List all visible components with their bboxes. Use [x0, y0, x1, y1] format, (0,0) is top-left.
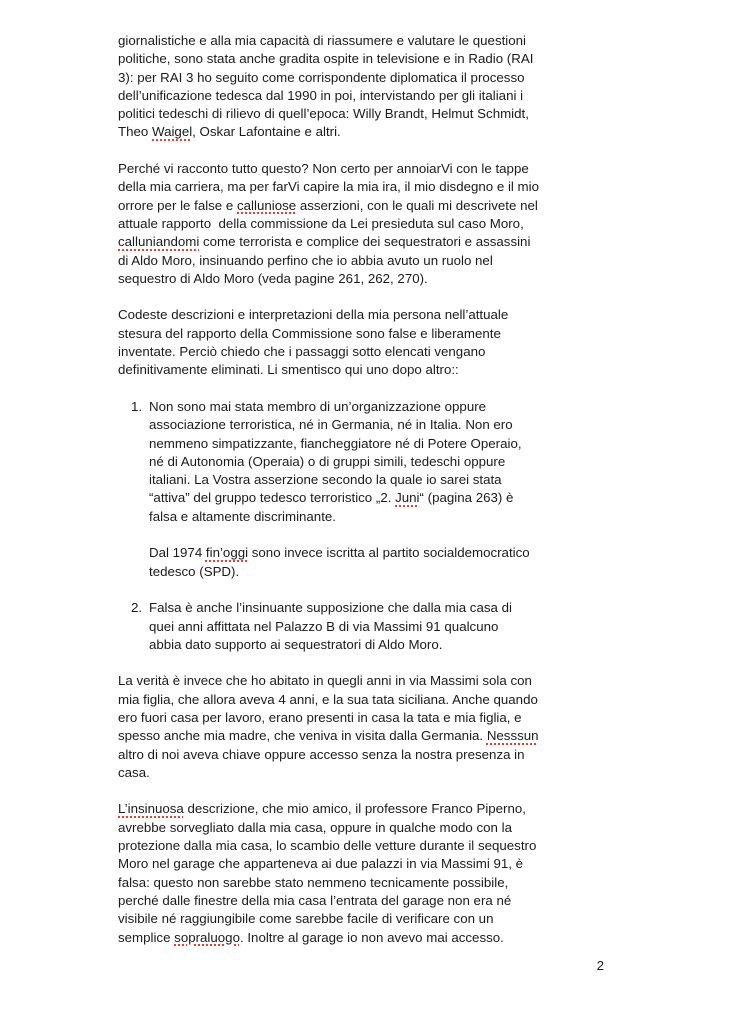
page-number: 2 [596, 958, 604, 973]
text-line [118, 837, 618, 855]
paragraph [118, 672, 618, 782]
misspelled-word: Nesssun [486, 728, 539, 744]
text-segment: Moro nel garage che apparteneva ai due palazzi in via Massimi 91, è [118, 856, 524, 872]
text-line [118, 855, 618, 873]
text-line [118, 672, 618, 690]
misspelled-word: Juni [395, 490, 420, 506]
text-line [118, 50, 618, 68]
text-line [118, 270, 618, 288]
text-line [118, 87, 618, 105]
text-segment: mia figlia, che allora aveva 4 anni, e la sua tata siciliana. Anche quando [118, 691, 538, 707]
misspelled-word: calluniandomi [118, 234, 200, 250]
text-segment: Dal 1974 [149, 545, 206, 561]
text-line [118, 233, 618, 251]
text-segment: 3): per RAI 3 ho seguito come corrispondente diplomatica il processo [118, 69, 525, 85]
text-segment: giornalistiche e alla mia capacità di riassumere e valutare le questioni [118, 33, 526, 48]
text-segment: protezione dalla mia casa, lo scambio delle vetture durante il sequestro [118, 838, 537, 854]
text-line [118, 178, 618, 196]
text-line [149, 435, 522, 453]
text-segment: . Inoltre al garage io non avevo mai accesso. [239, 929, 504, 945]
text-line [149, 416, 522, 434]
text-segment: Theo [118, 124, 153, 140]
text-line [149, 618, 512, 636]
text-segment: né di Autonomia (Operaia) o di gruppi simili, tedeschi oppure [149, 453, 506, 469]
text-segment: perché dalle finestre della mia casa l’entrata del garage non era né [118, 892, 512, 908]
text-line [118, 709, 618, 727]
text-segment: “ (pagina 263) è [419, 490, 514, 506]
text-segment: stesura del rapporto della Commissione sono false e liberamente [118, 325, 501, 341]
text-segment: orrore per le false e [118, 197, 237, 213]
text-line [149, 563, 618, 581]
text-line [118, 874, 618, 892]
text-segment: attuale rapporto della commissione da Lei presieduta sul caso Moro, [118, 215, 524, 231]
text-line [118, 929, 618, 947]
text-line [149, 508, 522, 526]
text-line [118, 727, 618, 745]
text-segment: spesso anche mia madre, che veniva in visita dalla Germania. [118, 728, 487, 744]
text-line [149, 471, 522, 489]
text-segment: Perché vi racconto tutto questo? Non certo per annoiarVi con le tappe [118, 161, 529, 177]
text-line [118, 800, 618, 818]
text-segment: politiche, sono stata anche gradita ospite in televisione e in Radio (RAI [118, 51, 534, 67]
text-segment: come terrorista e complice dei sequestratori e assassini [199, 234, 531, 250]
text-segment: Codeste descrizioni e interpretazioni della mia persona nell’attuale [118, 307, 509, 323]
text-line [118, 361, 618, 379]
text-line [149, 544, 618, 562]
misspelled-word: Waigel [152, 124, 193, 140]
document-body [118, 32, 618, 965]
text-line [118, 746, 618, 764]
list-number: 1. [131, 398, 143, 414]
text-segment: definitivamente eliminati. Li smentisco qui uno dopo altro:: [118, 362, 459, 378]
text-line [118, 215, 618, 233]
text-line [118, 123, 618, 141]
text-segment: asserzioni, con le quali mi descrivete nel [296, 197, 538, 213]
text-line [118, 252, 618, 270]
text-segment: nemmeno simpatizzante, fiancheggiatore né di Potere Operaio, [149, 435, 522, 451]
text-segment: sono invece iscritta al partito socialdemocratico [248, 545, 530, 561]
text-segment: tedesco (SPD). [149, 563, 240, 579]
text-segment: semplice [118, 929, 175, 945]
text-segment: altro di noi aveva chiave oppure accesso senza la nostra presenza in [118, 746, 525, 762]
text-segment: avrebbe sorvegliato dalla mia casa, oppure in qualche modo con la [118, 819, 512, 835]
text-line [149, 636, 512, 654]
text-line [149, 453, 522, 471]
text-segment: della mia carriera, ma per farVi capire la mia ira, il mio disdegno e il mio [118, 179, 539, 195]
list-item-text [149, 599, 512, 654]
text-line [118, 160, 618, 178]
text-segment: italiani. La Vostra asserzione secondo la quale io sarei stata [149, 472, 502, 488]
text-segment: politici tedeschi di rilievo di quell’epoca: Willy Brandt, Helmut Schmidt, [118, 106, 529, 122]
text-line [149, 489, 522, 507]
text-line [118, 691, 618, 709]
misspelled-word: calluniose [237, 197, 297, 213]
text-segment: abbia dato supporto ai sequestratori di Aldo Moro. [149, 636, 443, 652]
text-segment: associazione terroristica, né in Germania, né in Italia. Non ero [149, 417, 513, 433]
misspelled-word: fin’oggi [205, 545, 249, 561]
paragraph [118, 160, 618, 288]
text-segment: Non sono mai stata membro di un’organizzazione oppure [149, 398, 487, 414]
text-segment: falsa e altamente discriminante. [149, 508, 336, 524]
text-line [149, 398, 522, 416]
text-line [118, 306, 618, 324]
paragraph [118, 800, 618, 946]
list-continuation [149, 544, 618, 581]
text-segment: Falsa è anche l’insinuante supposizione che dalla mia casa di [149, 600, 512, 616]
paragraph [118, 306, 618, 379]
text-line [118, 325, 618, 343]
misspelled-word: sopraluogo [174, 929, 240, 945]
text-segment: sequestro di Aldo Moro (veda pagine 261, 262, 270). [118, 270, 428, 286]
text-line [118, 819, 618, 837]
list-item-text [149, 398, 522, 526]
text-segment: La verità è invece che ho abitato in quegli anni in via Massimi sola con [118, 673, 532, 689]
text-line [118, 69, 618, 87]
text-segment: quei anni affittata nel Palazzo B di via Massimi 91 qualcuno [149, 618, 499, 634]
text-segment: di Aldo Moro, insinuando perfino che io abbia avuto un ruolo nel [118, 252, 493, 268]
text-line [118, 343, 618, 361]
list-item [118, 398, 618, 526]
text-line [149, 599, 512, 617]
text-line [118, 764, 618, 782]
text-line [118, 197, 618, 215]
text-segment: , Oskar Lafontaine e altri. [192, 124, 341, 140]
text-segment: inventate. Perciò chiedo che i passaggi sotto elencati vengano [118, 344, 486, 360]
text-segment: ero fuori casa per lavoro, erano presenti in casa la tata e mia figlia, e [118, 709, 522, 725]
text-line [118, 32, 618, 50]
list-item [118, 599, 618, 654]
misspelled-word: L’insinuosa [118, 801, 184, 817]
text-line [118, 892, 618, 910]
text-line [118, 105, 618, 123]
text-segment: descrizione, che mio amico, il professore Franco Piperno, [183, 801, 526, 817]
text-segment: visibile né raggiungibile come sarebbe facile di verificare con un [118, 911, 494, 927]
text-line [118, 910, 618, 928]
list-number: 2. [131, 600, 143, 616]
paragraph [118, 32, 618, 142]
text-segment: falsa: questo non sarebbe stato nemmeno tecnicamente possibile, [118, 874, 509, 890]
text-segment: casa. [118, 764, 150, 780]
text-segment: dell’unificazione tedesca dal 1990 in poi, intervistando per gli italiani i [118, 87, 524, 103]
text-segment: “attiva” del gruppo tedesco terroristico „2. [149, 490, 396, 506]
